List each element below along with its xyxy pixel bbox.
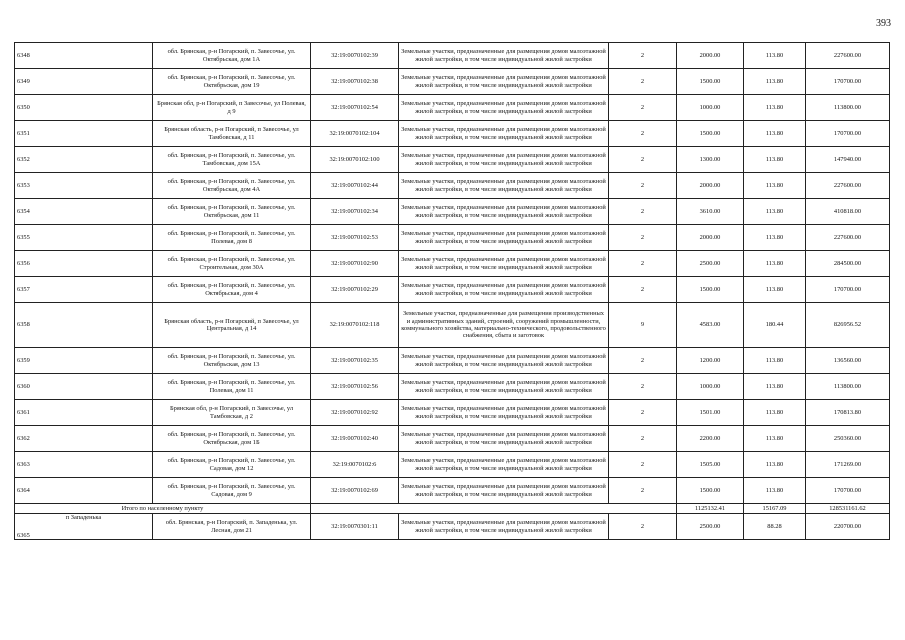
rate-cell: 113.80 (744, 121, 806, 147)
address-cell: обл. Брянская, р-н Погарский, п. Завесочье, ул. Полевая, дом 8 (153, 225, 311, 251)
land-use-cell: Земельные участки, предназначенные для размещения домов малоэтажной жилой застройки, в том числе индивидуальной жилой застройки (399, 374, 609, 400)
land-use-cell: Земельные участки, предназначенные для размещения домов малоэтажной жилой застройки, в том числе индивидуальной жилой застройки (399, 121, 609, 147)
table-row (15, 400, 890, 426)
rate-cell: 113.80 (744, 348, 806, 374)
cadastral-value-cell: 250360.00 (806, 426, 890, 452)
area-cell: 1500.00 (677, 69, 744, 95)
cadastral-value-cell: 227600.00 (806, 43, 890, 69)
subtotal-empty (311, 504, 677, 514)
address-cell: обл. Брянская, р-н Погарский, п. Завесочье, ул. Октябрьская, дом 11 (153, 199, 311, 225)
category-cell: 2 (609, 251, 677, 277)
row-number: 6356 (15, 251, 153, 277)
row-number: 6353 (15, 173, 153, 199)
area-cell: 1200.00 (677, 348, 744, 374)
cadastral-number-cell: 32:19:0070102:100 (311, 147, 399, 173)
cadastral-value-cell: 113800.00 (806, 95, 890, 121)
area-cell: 2500.00 (677, 251, 744, 277)
table-row (15, 251, 890, 277)
category-cell: 2 (609, 43, 677, 69)
land-use-cell: Земельные участки, предназначенные для размещения домов малоэтажной жилой застройки, в том числе индивидуальной жилой застройки (399, 199, 609, 225)
rate-cell: 113.80 (744, 426, 806, 452)
category-cell: 2 (609, 147, 677, 173)
address-cell: Брянская область, р-н Погарский, п Завесочье, ул Центральная, д 14 (153, 303, 311, 348)
subtotal-rate: 15167.09 (744, 504, 806, 514)
row-number: 6364 (15, 478, 153, 504)
rate-cell: 113.80 (744, 478, 806, 504)
cadastral-number-cell: 32:19:0070102:104 (311, 121, 399, 147)
row-number: 6348 (15, 43, 153, 69)
address-cell: обл. Брянская, р-н Погарский, п. Завесочье, ул. Строительная, дом 30А (153, 251, 311, 277)
land-use-cell: Земельные участки, предназначенные для размещения домов малоэтажной жилой застройки, в том числе индивидуальной жилой застройки (399, 514, 609, 540)
land-use-cell: Земельные участки, предназначенные для размещения домов малоэтажной жилой застройки, в том числе индивидуальной жилой застройки (399, 426, 609, 452)
area-cell: 1000.00 (677, 374, 744, 400)
address-cell: обл. Брянская, р-н Погарский, п. Завесочье, ул. Октябрьская, дом 19 (153, 69, 311, 95)
land-use-cell: Земельные участки, предназначенные для размещения домов малоэтажной жилой застройки, в том числе индивидуальной жилой застройки (399, 95, 609, 121)
table-row (15, 173, 890, 199)
subtotal-label: Итого по населенному пункту (15, 504, 311, 514)
cadastral-number-cell: 32:19:0070102:90 (311, 251, 399, 277)
category-cell: 2 (609, 69, 677, 95)
address-cell: обл. Брянская, р-н Погарский, п. Завесочье, ул. Октябрьская, дом 1Б (153, 426, 311, 452)
row-number: 6355 (15, 225, 153, 251)
land-use-cell: Земельные участки, предназначенные для размещения домов малоэтажной жилой застройки, в том числе индивидуальной жилой застройки (399, 69, 609, 95)
address-cell: обл. Брянская, р-н Погарский, п. Завесочье, ул. Садовая, дом 9 (153, 478, 311, 504)
row-number: 6365 (17, 531, 30, 539)
category-cell: 2 (609, 400, 677, 426)
table-row (15, 199, 890, 225)
cadastral-number-cell: 32:19:0070102:56 (311, 374, 399, 400)
rate-cell: 113.80 (744, 69, 806, 95)
cadastral-value-cell: 147940.00 (806, 147, 890, 173)
cadastral-number-cell: 32:19:0070102:44 (311, 173, 399, 199)
register-body (15, 43, 890, 540)
land-use-cell: Земельные участки, предназначенные для размещения домов малоэтажной жилой застройки, в том числе индивидуальной жилой застройки (399, 348, 609, 374)
address-cell: обл. Брянская, р-н Погарский, п. Завесочье, ул. Полевая, дом 11 (153, 374, 311, 400)
rate-cell: 113.80 (744, 400, 806, 426)
land-use-cell: Земельные участки, предназначенные для размещения домов малоэтажной жилой застройки, в том числе индивидуальной жилой застройки (399, 147, 609, 173)
area-cell: 1500.00 (677, 478, 744, 504)
table-row (15, 303, 890, 348)
cadastral-value-cell: 227600.00 (806, 173, 890, 199)
land-use-cell: Земельные участки, предназначенные для размещения домов малоэтажной жилой застройки, в том числе индивидуальной жилой застройки (399, 43, 609, 69)
rate-cell: 180.44 (744, 303, 806, 348)
cadastral-value-cell: 284500.00 (806, 251, 890, 277)
land-use-cell: Земельные участки, предназначенные для размещения домов малоэтажной жилой застройки, в том числе индивидуальной жилой застройки (399, 251, 609, 277)
rate-cell: 113.80 (744, 251, 806, 277)
area-cell: 1500.00 (677, 121, 744, 147)
address-cell: обл. Брянская, р-н Погарский, п. Завесочье, ул. Садовая, дом 12 (153, 452, 311, 478)
row-number: 6360 (15, 374, 153, 400)
subtotal-area: 1125132.41 (677, 504, 744, 514)
cadastral-number-cell: 32:19:0070301:11 (311, 514, 399, 540)
category-cell: 2 (609, 121, 677, 147)
cadastral-value-cell: 170813.80 (806, 400, 890, 426)
row-number: 6363 (15, 452, 153, 478)
area-cell: 1300.00 (677, 147, 744, 173)
row-number: 6361 (15, 400, 153, 426)
table-row (15, 43, 890, 69)
land-use-cell: Земельные участки, предназначенные для размещения домов малоэтажной жилой застройки, в том числе индивидуальной жилой застройки (399, 400, 609, 426)
cadastral-value-cell: 170700.00 (806, 69, 890, 95)
row-number: 6357 (15, 277, 153, 303)
rate-cell: 113.80 (744, 277, 806, 303)
row-number (15, 514, 153, 540)
table-row (15, 277, 890, 303)
category-cell: 2 (609, 478, 677, 504)
land-use-cell: Земельные участки, предназначенные для размещения домов малоэтажной жилой застройки, в том числе индивидуальной жилой застройки (399, 173, 609, 199)
area-cell: 1000.00 (677, 95, 744, 121)
address-cell: Брянская область, р-н Погарский, п Завесочье, ул Тамбовская, д 11 (153, 121, 311, 147)
subtotal-row (15, 504, 890, 514)
cadastral-value-cell: 227600.00 (806, 225, 890, 251)
category-cell: 2 (609, 348, 677, 374)
row-number: 6349 (15, 69, 153, 95)
cadastral-number-cell: 32:19:0070102:34 (311, 199, 399, 225)
cadastral-value-cell: 170700.00 (806, 121, 890, 147)
area-cell: 1500.00 (677, 277, 744, 303)
rate-cell: 113.80 (744, 43, 806, 69)
cadastral-value-cell: 220700.00 (806, 514, 890, 540)
rate-cell: 113.80 (744, 374, 806, 400)
cadastral-number-cell: 32:19:0070102:35 (311, 348, 399, 374)
cadastral-number-cell: 32:19:0070102:53 (311, 225, 399, 251)
land-use-cell: Земельные участки, предназначенные для размещения домов малоэтажной жилой застройки, в том числе индивидуальной жилой застройки (399, 277, 609, 303)
area-cell: 2000.00 (677, 43, 744, 69)
table-row (15, 69, 890, 95)
address-cell: Брянская обл, р-н Погарский, п Завесочье, ул Тамбовская, д 2 (153, 400, 311, 426)
cadastral-value-cell: 171269.00 (806, 452, 890, 478)
category-cell: 2 (609, 173, 677, 199)
area-cell: 2200.00 (677, 426, 744, 452)
land-use-cell: Земельные участки, предназначенные для размещения домов малоэтажной жилой застройки, в том числе индивидуальной жилой застройки (399, 452, 609, 478)
rate-cell: 113.80 (744, 452, 806, 478)
table-row (15, 426, 890, 452)
row-number: 6352 (15, 147, 153, 173)
table-row (15, 478, 890, 504)
land-use-cell: Земельные участки, предназначенные для размещения домов малоэтажной жилой застройки, в том числе индивидуальной жилой застройки (399, 478, 609, 504)
category-cell: 2 (609, 225, 677, 251)
cadastral-number-cell: 32:19:0070102:118 (311, 303, 399, 348)
area-cell: 3610.00 (677, 199, 744, 225)
rate-cell: 88.28 (744, 514, 806, 540)
area-cell: 1501.00 (677, 400, 744, 426)
table-row (15, 147, 890, 173)
row-number: 6354 (15, 199, 153, 225)
rate-cell: 113.80 (744, 199, 806, 225)
rate-cell: 113.80 (744, 95, 806, 121)
settlement-label: п Западенька (65, 514, 102, 521)
table-row (15, 225, 890, 251)
category-cell: 2 (609, 426, 677, 452)
rate-cell: 113.80 (744, 173, 806, 199)
cadastral-register-table (14, 42, 890, 540)
address-cell: обл. Брянская, р-н Погарский, п. Завесочье, ул. Октябрьская, дом 13 (153, 348, 311, 374)
category-cell: 2 (609, 452, 677, 478)
table-row (15, 514, 890, 540)
rate-cell: 113.80 (744, 147, 806, 173)
cadastral-value-cell: 113800.00 (806, 374, 890, 400)
cadastral-value-cell: 826956.52 (806, 303, 890, 348)
cadastral-number-cell: 32:19:0070102:39 (311, 43, 399, 69)
area-cell: 2000.00 (677, 225, 744, 251)
area-cell: 4583.00 (677, 303, 744, 348)
table-row (15, 452, 890, 478)
table-row (15, 348, 890, 374)
area-cell: 1505.00 (677, 452, 744, 478)
cadastral-number-cell: 32:19:0070102:40 (311, 426, 399, 452)
category-cell: 9 (609, 303, 677, 348)
land-use-cell: Земельные участки, предназначенные для размещения производственных и административных зданий, строений, сооружений промышленности, коммунального хозяйства, материально-технического, продовольственного снабжения, сбыта и заготовок (399, 303, 609, 348)
row-number: 6351 (15, 121, 153, 147)
cadastral-value-cell: 410818.00 (806, 199, 890, 225)
land-use-cell: Земельные участки, предназначенные для размещения домов малоэтажной жилой застройки, в том числе индивидуальной жилой застройки (399, 225, 609, 251)
category-cell: 2 (609, 277, 677, 303)
area-cell: 2000.00 (677, 173, 744, 199)
address-cell: Брянская обл, р-н Погарский, п Завесочье, ул Полевая, д 9 (153, 95, 311, 121)
rate-cell: 113.80 (744, 225, 806, 251)
category-cell: 2 (609, 514, 677, 540)
address-cell: обл. Брянская, р-н Погарский, п. Завесочье, ул. Октябрьская, дом 1А (153, 43, 311, 69)
table-row (15, 374, 890, 400)
table-row (15, 95, 890, 121)
cadastral-number-cell: 32:19:0070102:92 (311, 400, 399, 426)
area-cell: 2500.00 (677, 514, 744, 540)
cadastral-number-cell: 32:19:0070102:38 (311, 69, 399, 95)
address-cell: обл. Брянская, р-н Погарский, п. Завесочье, ул. Октябрьская, дом 4А (153, 173, 311, 199)
cadastral-number-cell: 32:19:0070102:54 (311, 95, 399, 121)
subtotal-value: 128531161.62 (806, 504, 890, 514)
cadastral-number-cell: 32:19:0070102:69 (311, 478, 399, 504)
address-cell: обл. Брянская, р-н Погарский, п. Завесочье, ул. Октябрьская, дом 4 (153, 277, 311, 303)
cadastral-value-cell: 170700.00 (806, 478, 890, 504)
cadastral-value-cell: 136560.00 (806, 348, 890, 374)
cadastral-number-cell: 32:19:0070102:29 (311, 277, 399, 303)
table-row (15, 121, 890, 147)
page-number: 393 (876, 18, 891, 29)
category-cell: 2 (609, 95, 677, 121)
cadastral-number-cell: 32:19:0070102:6 (311, 452, 399, 478)
row-number: 6359 (15, 348, 153, 374)
row-number: 6358 (15, 303, 153, 348)
row-number: 6350 (15, 95, 153, 121)
category-cell: 2 (609, 199, 677, 225)
category-cell: 2 (609, 374, 677, 400)
cadastral-value-cell: 170700.00 (806, 277, 890, 303)
address-cell: обл. Брянская, р-н Погарский, п. Западенька, ул. Лесная, дом 21 (153, 514, 311, 540)
row-number: 6362 (15, 426, 153, 452)
address-cell: обл. Брянская, р-н Погарский, п. Завесочье, ул. Тамбовская, дом 15А (153, 147, 311, 173)
